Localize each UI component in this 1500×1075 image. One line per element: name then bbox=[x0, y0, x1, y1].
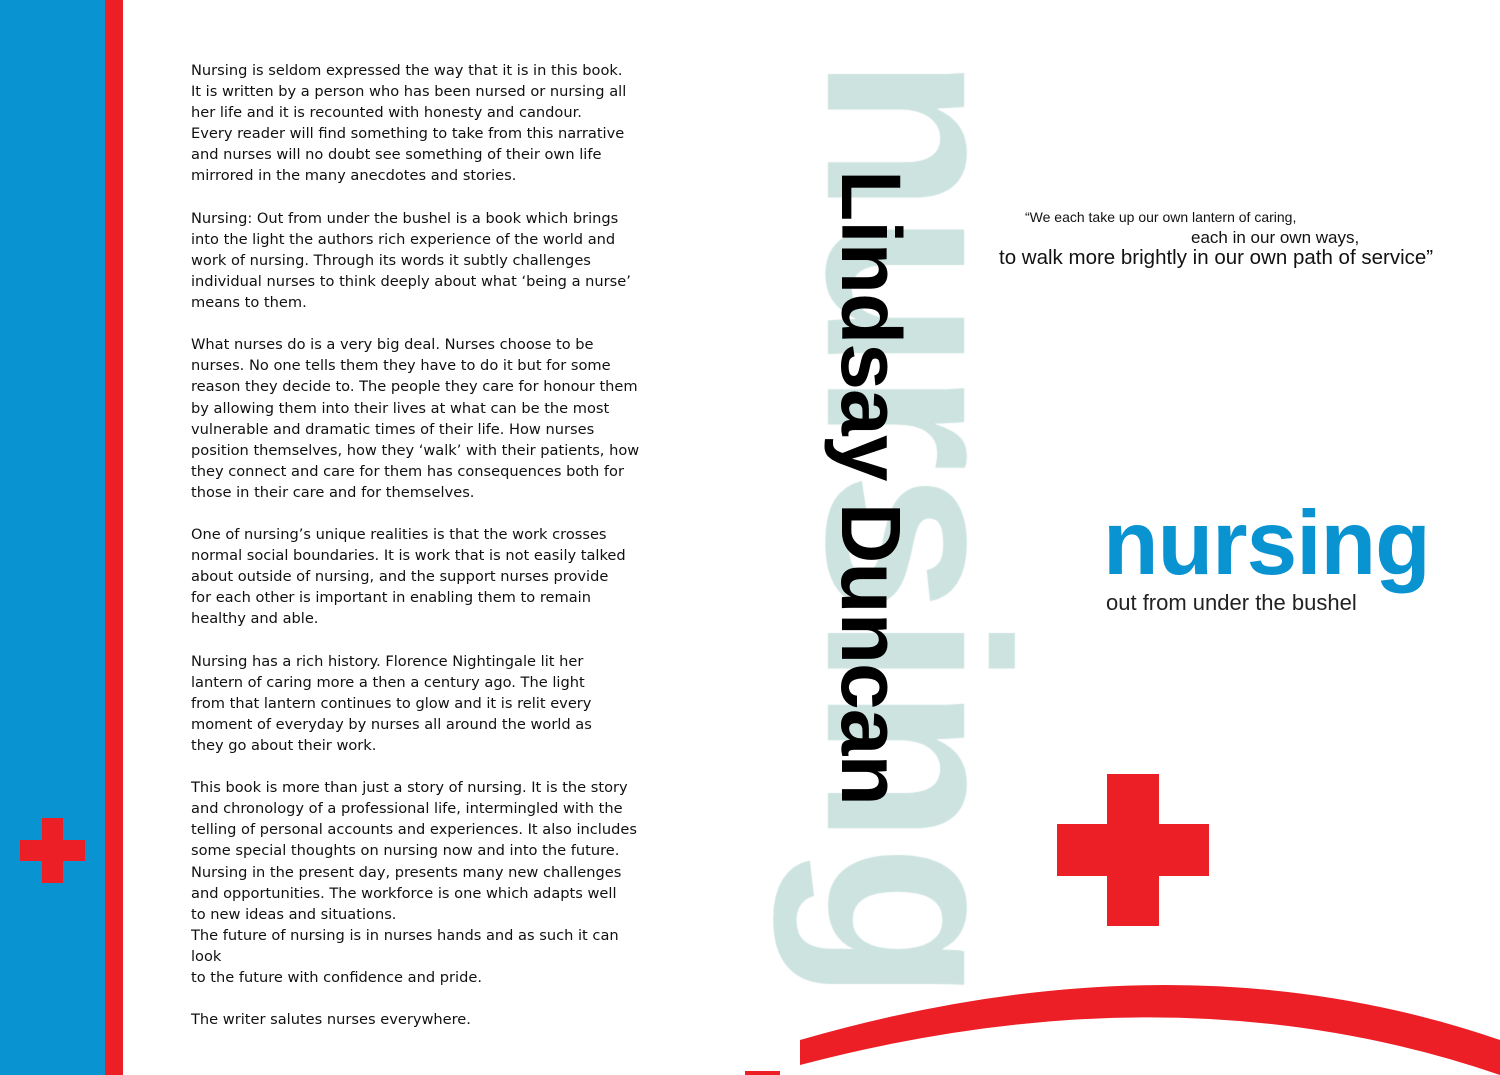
blurb-paragraph: This book is more than just a story of nursing. It is the story and chronology of a professional life, intermingled with the telling of personal accounts and experiences. It also includes some special thoughts on nursing now and into the future. Nursing in the present day, presents many new challenges and opportunities. The workforce is one which adapts well to new ideas and situations. The future of nursing is in nurses hands and as such it can look to the future with confidence and pride. bbox=[191, 779, 637, 987]
blurb-paragraph: Nursing is seldom expressed the way that it is in this book. It is written by a person who has been nursed or nursing all her life and it is recounted with honesty and candour. Every reader will find something to take from this narrative and nurses will no doubt see something of their own life mirrored in the many anecdotes and stories. bbox=[191, 62, 627, 185]
quote-line-3: to walk more brightly in our own path of service” bbox=[999, 246, 1434, 269]
blurb-paragraph: The writer salutes nurses everywhere. bbox=[191, 1011, 471, 1029]
blurb-paragraph: Nursing: Out from under the bushel is a book which brings into the light the authors rich experience of the world and work of nursing. Through its words it subtly challenges individual nurses to think deeply about what ‘being a nurse’ means to them. bbox=[191, 209, 631, 312]
author-name: Lindsay Duncan bbox=[824, 170, 918, 805]
blurb-paragraph: Nursing has a rich history. Florence Nightingale lit her lantern of caring more a then a century ago. The light from that lantern continues to glow and it is relit every moment of everyday by nurses all around the world as they go about their work. bbox=[191, 652, 592, 754]
blurb-paragraph: What nurses do is a very big deal. Nurses choose to be nurses. No one tells them they have to do it but for some reason they decide to. The people they care for honour them by allowing them into their lives at what can be the most vulnerable and dramatic times of their life. How nurses position themselves, how they ‘walk’ with their patients, how they connect and care for them has consequences both for those in their care and for themselves. bbox=[191, 336, 640, 501]
quote-line-1: “We each take up our own lantern of caring, bbox=[1025, 209, 1297, 225]
blurb-paragraph: One of nursing’s unique realities is that the work crosses normal social boundaries. It is work that is not easily talked about outside of nursing, and the support nurses provide for each other is important in enabling them to remain healthy and able. bbox=[191, 526, 626, 628]
quote-line-2: each in our own ways, bbox=[1191, 228, 1360, 247]
book-title: nursing bbox=[1103, 493, 1430, 594]
book-subtitle: out from under the bushel bbox=[1106, 590, 1357, 615]
